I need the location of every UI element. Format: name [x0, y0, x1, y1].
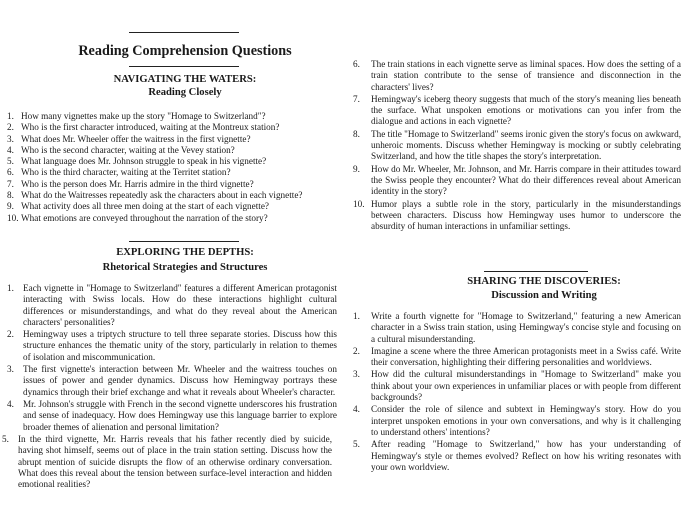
page-title: Reading Comprehension Questions: [78, 43, 292, 59]
question-number: 4.: [353, 404, 360, 415]
question-item: [353, 439, 681, 473]
question-number: 10.: [7, 212, 19, 223]
question-number: 9.: [7, 201, 14, 212]
section-2-question-5-start: [2, 434, 332, 516]
question-number: 1.: [7, 283, 14, 293]
question-item: [7, 329, 337, 363]
question-item: [353, 129, 681, 163]
section-3-rule: [484, 271, 588, 272]
question-text: After reading "Homage to Switzerland," how has your understanding of Hemingway's style or themes evolved? Reflect on how his writing resonates with your own worldview.: [371, 439, 681, 472]
question-text: How do Mr. Wheeler, Mr. Johnson, and Mr. Harris compare in their attitudes toward the Swiss people they encounter? What do their differences reveal about American identity in the story?: [371, 163, 681, 197]
question-item: [353, 369, 681, 403]
question-text: Who is the person does Mr. Harris admire in the third vignette?: [21, 178, 254, 189]
section-3-subtitle: Discussion and Writing: [491, 290, 597, 301]
question-number: 8.: [7, 190, 14, 201]
question-text: Imagine a scene where the three American protagonists meet in a Swiss café. Write their conversation, highlighting their differing personalities and worldviews.: [371, 345, 681, 368]
title-rule-top: [129, 32, 239, 33]
question-item: [7, 190, 337, 201]
question-number: 5.: [353, 439, 360, 450]
question-item: [353, 59, 681, 93]
question-text: The first vignette's interaction between Mr. Wheeler and the waitress touches on issues of power and gender dynamics. Discuss how Hemingway portrays these dynamics through their brief exchange and what it reveals about Wheeler's character.: [23, 364, 337, 397]
question-number: 9.: [353, 163, 360, 174]
question-number: 4.: [7, 398, 14, 409]
section-2-question-list-part-2: [353, 59, 681, 233]
question-item: [353, 199, 681, 233]
question-text: What activity does all three men doing at the start of each vignette?: [21, 201, 269, 212]
question-text: Who is the first character introduced, waiting at the Montreux station?: [21, 122, 280, 133]
question-item: [353, 94, 681, 128]
question-text: What emotions are conveyed throughout the narration of the story?: [21, 212, 268, 223]
question-number: 7.: [353, 93, 360, 104]
question-item: [353, 346, 681, 369]
question-text: Humor plays a subtle role in the story, particularly in the misunderstandings between characters. Discuss how Hemingway uses humor to underscore the absurdity of human interactions in unfamiliar settings.: [371, 198, 681, 232]
right-column-continuation: [347, 0, 685, 60]
question-item: [7, 111, 337, 122]
section-1-question-list: [7, 111, 337, 224]
question-item: [7, 167, 337, 178]
question-number: 10.: [353, 198, 365, 209]
question-item: [353, 311, 681, 345]
section-2-subtitle: Rhetorical Strategies and Structures: [102, 262, 268, 273]
question-item: [7, 201, 337, 212]
question-number: 4.: [7, 144, 14, 155]
question-number: 2.: [7, 122, 14, 133]
question-text: The train stations in each vignette serve as liminal spaces. How does the setting of a train station contribute to the sense of transience and disconnection in the characters' lives?: [371, 59, 681, 92]
question-item: [353, 404, 681, 438]
question-number: 2.: [353, 345, 360, 356]
question-item: [7, 364, 337, 398]
question-text: What language does Mr. Johnson struggle to speak in his vignette?: [21, 156, 267, 167]
question-number: 1.: [353, 311, 360, 321]
question-text: How did the cultural misunderstandings in "Homage to Switzerland" make you think about your own experiences in unfamiliar places or with people from different backgrounds?: [371, 369, 681, 403]
question-item: [7, 122, 337, 133]
question-item: [7, 213, 337, 224]
question-text: Consider the role of silence and subtext in Hemingway's story. How do you interpret unspoken emotions in your own conversations, and why is it challenging to understand others' intentions?: [371, 404, 681, 437]
question-text: Hemingway's iceberg theory suggests that much of the story's meaning lies beneath the surface. What unspoken emotions or motivations can you infer from the dialogue and actions in each vignette?: [371, 93, 681, 127]
section-2-title: EXPLORING THE DEPTHS:: [116, 247, 254, 258]
question-number: 3.: [7, 133, 14, 144]
question-number: 8.: [353, 128, 360, 139]
question-text: How many vignettes make up the story "Homage to Switzerland"?: [21, 111, 266, 121]
question-number: 1.: [7, 111, 14, 121]
question-item: [353, 164, 681, 198]
question-number: 6.: [7, 167, 14, 178]
question-item: [7, 179, 337, 190]
section-2-question-list-part-1: [7, 283, 337, 434]
question-text: Hemingway uses a triptych structure to tell three separate stories. Discuss how this structure enhances the thematic unity of the story, particularly in relation to themes of isolation and miscommunication.: [23, 329, 337, 362]
question-item: [7, 399, 337, 433]
title-rule-bottom: [129, 66, 239, 67]
question-item: [7, 283, 337, 328]
question-number: 5.: [7, 156, 14, 167]
question-item: [2, 434, 332, 490]
question-item: [7, 145, 337, 156]
question-text: Each vignette in "Homage to Switzerland" features a different American protagonist interacting with Swiss locals. How do these interactions highlight cultural differences or misunderstandings, and what do they reveal about the American characters' personalities?: [23, 283, 337, 327]
question-number: 7.: [7, 178, 14, 189]
question-number: 6.: [353, 59, 360, 69]
question-text: What do the Waitresses repeatedly ask the characters about in each vignette?: [21, 190, 303, 201]
question-text: In the third vignette, Mr. Harris reveals that his father recently died by suicide, having shot himself, seems out of place in the train station setting. Discuss how the abrupt mention of suicide disrupts the flow of an otherwise ordinary conversation. What does this reveal about the tension between surface-level interaction and hidden emotional realities?: [18, 434, 332, 490]
question-text: What does Mr. Wheeler offer the waitress in the first vignette?: [21, 133, 251, 144]
question-number: 5.: [2, 434, 9, 444]
question-text: Who is the third character, waiting at the Territet station?: [21, 167, 231, 178]
question-item: [7, 134, 337, 145]
section-3-title: SHARING THE DISCOVERIES:: [467, 276, 621, 287]
question-item: [7, 156, 337, 167]
question-text: Write a fourth vignette for "Homage to Switzerland," featuring a new American character in a Swiss train station, using Hemingway's concise style and focusing on a cultural misunderstanding.: [371, 311, 681, 344]
question-number: 3.: [7, 364, 14, 375]
question-text: The title "Homage to Switzerland" seems ironic given the story's focus on awkward, unheroic moments. Discuss whether Hemingway is mocking or subtly celebrating Switzerland, and how the title shapes the story's interpretation.: [371, 128, 681, 162]
section-1-title: NAVIGATING THE WATERS:: [113, 74, 257, 85]
question-number: 3.: [353, 369, 360, 380]
section-1-subtitle: Reading Closely: [148, 87, 222, 98]
section-3-question-list: [353, 311, 681, 474]
question-text: Mr. Johnson's struggle with French in the second vignette underscores his frustration and sense of inadequacy. How does Hemingway use this language barrier to explore broader themes of alienation and personal limitation?: [23, 398, 337, 432]
question-number: 2.: [7, 329, 14, 340]
question-text: Who is the second character, waiting at the Vevey station?: [21, 144, 235, 155]
section-2-rule: [129, 241, 239, 242]
